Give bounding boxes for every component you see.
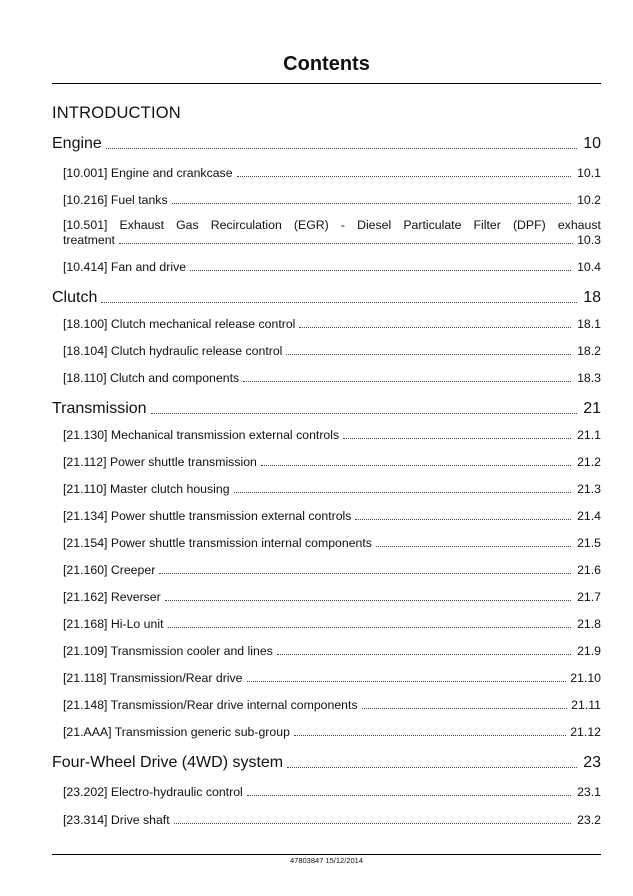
label-word: [10.501] <box>63 218 108 232</box>
toc-section-23-202[interactable] <box>63 783 601 799</box>
chapter-label: Transmission <box>52 400 147 417</box>
section-page: 18.1 <box>577 317 601 331</box>
section-label: [18.100] Clutch mechanical release control <box>63 317 296 331</box>
section-label-line2 <box>63 233 601 247</box>
section-label: [21.110] Master clutch housing <box>63 482 230 496</box>
label-word: - <box>340 218 345 232</box>
label-word: exhaust <box>557 218 601 232</box>
toc-section-21-148[interactable] <box>63 696 601 712</box>
section-page: 21.3 <box>577 482 601 496</box>
dot-leader <box>243 381 571 382</box>
chapter-label: Engine <box>52 135 102 152</box>
section-page: 18.3 <box>577 371 601 385</box>
dot-leader <box>165 600 571 601</box>
chapter-page: 10 <box>583 135 601 152</box>
toc-chapter-4wd[interactable] <box>52 752 601 772</box>
dot-leader <box>287 767 577 768</box>
toc-section-10-414[interactable] <box>63 258 601 274</box>
section-label: [21.148] Transmission/Rear drive internal components <box>63 698 358 712</box>
toc-section-21-130[interactable] <box>63 426 601 442</box>
toc-section-18-110[interactable] <box>63 369 601 385</box>
dot-leader <box>151 413 577 414</box>
section-page: 21.5 <box>577 536 601 550</box>
footer-text: 47803847 15/12/2014 <box>290 856 363 865</box>
dot-leader <box>237 176 571 177</box>
toc-section-21-110[interactable] <box>63 480 601 496</box>
toc-section-21-160[interactable] <box>63 561 601 577</box>
section-page: 21.6 <box>577 563 601 577</box>
section-label-cont: treatment <box>63 233 115 247</box>
section-page: 21.9 <box>577 644 601 658</box>
section-label: [21.160] Creeper <box>63 563 156 577</box>
dot-leader <box>277 654 571 655</box>
section-label: [21.130] Mechanical transmission external controls <box>63 428 340 442</box>
section-label: [21.112] Power shuttle transmission <box>63 455 257 469</box>
label-word: (EGR) <box>293 218 329 232</box>
dot-leader <box>119 243 573 244</box>
toc-section-10-216[interactable] <box>63 191 601 207</box>
dot-leader <box>101 302 577 303</box>
toc-chapter-engine[interactable] <box>52 133 601 153</box>
dot-leader <box>376 546 571 547</box>
dot-leader <box>343 438 571 439</box>
section-label: [18.104] Clutch hydraulic release control <box>63 344 283 358</box>
dot-leader <box>159 573 571 574</box>
section-page: 21.8 <box>577 617 601 631</box>
section-label: [21.AAA] Transmission generic sub-group <box>63 725 290 739</box>
section-page: 23.2 <box>577 813 601 827</box>
section-page: 10.2 <box>577 193 601 207</box>
label-word: Recirculation <box>210 218 282 232</box>
section-label: [21.118] Transmission/Rear drive <box>63 671 243 685</box>
section-page: 21.10 <box>570 671 601 685</box>
label-word: Gas <box>176 218 199 232</box>
section-label: [21.109] Transmission cooler and lines <box>63 644 273 658</box>
chapter-page: 23 <box>583 754 601 771</box>
section-label: [21.168] Hi-Lo unit <box>63 617 164 631</box>
toc-section-18-104[interactable] <box>63 342 601 358</box>
chapter-label: Four-Wheel Drive (4WD) system <box>52 754 284 771</box>
label-word: Filter <box>473 218 501 232</box>
toc-section-21-162[interactable] <box>63 588 601 604</box>
dot-leader <box>174 823 571 824</box>
section-page: 10.3 <box>577 233 601 247</box>
page-title: Contents <box>283 53 370 75</box>
section-page: 21.4 <box>577 509 601 523</box>
dot-leader <box>362 708 568 709</box>
dot-leader <box>286 354 571 355</box>
label-word: Particulate <box>403 218 462 232</box>
section-page: 10.1 <box>577 166 601 180</box>
dot-leader <box>106 148 577 149</box>
section-label: [21.154] Power shuttle transmission internal components <box>63 536 372 550</box>
section-page: 10.4 <box>577 260 601 274</box>
dot-leader <box>168 627 572 628</box>
section-page: 21.7 <box>577 590 601 604</box>
toc-section-10-501[interactable] <box>63 218 601 247</box>
toc-section-21-109[interactable] <box>63 642 601 658</box>
toc-section-21-aaa[interactable] <box>63 723 601 739</box>
section-label-line1 <box>63 218 601 233</box>
section-page: 18.2 <box>577 344 601 358</box>
dot-leader <box>294 735 566 736</box>
toc-section-21-134[interactable] <box>63 507 601 523</box>
chapter-page: 21 <box>583 400 601 417</box>
dot-leader <box>355 519 571 520</box>
section-label: [21.162] Reverser <box>63 590 161 604</box>
section-page: 21.2 <box>577 455 601 469</box>
footer-rule <box>52 854 601 855</box>
toc-chapter-clutch[interactable] <box>52 287 601 307</box>
intro-heading: INTRODUCTION <box>52 104 181 122</box>
dot-leader <box>247 795 571 796</box>
section-label: [21.134] Power shuttle transmission external controls <box>63 509 352 523</box>
dot-leader <box>247 681 567 682</box>
section-label: [10.216] Fuel tanks <box>63 193 168 207</box>
chapter-label: Clutch <box>52 289 98 306</box>
dot-leader <box>172 203 571 204</box>
section-page: 21.12 <box>570 725 601 739</box>
toc-section-23-314[interactable] <box>63 811 601 827</box>
section-label: [23.202] Electro-hydraulic control <box>63 785 243 799</box>
section-label: [10.414] Fan and drive <box>63 260 187 274</box>
toc-chapter-transmission[interactable] <box>52 398 601 418</box>
dot-leader <box>299 327 571 328</box>
dot-leader <box>190 270 571 271</box>
toc-section-21-112[interactable] <box>63 453 601 469</box>
dot-leader <box>261 465 571 466</box>
dot-leader <box>234 492 571 493</box>
chapter-page: 18 <box>583 289 601 306</box>
toc-section-10-001[interactable] <box>63 164 601 180</box>
label-word: (DPF) <box>512 218 546 232</box>
section-page: 21.11 <box>571 698 601 712</box>
section-label: [23.314] Drive shaft <box>63 813 170 827</box>
label-word: Exhaust <box>119 218 164 232</box>
section-label: [10.001] Engine and crankcase <box>63 166 233 180</box>
toc-section-21-154[interactable] <box>63 534 601 550</box>
toc-section-21-118[interactable] <box>63 669 601 685</box>
label-word: Diesel <box>357 218 392 232</box>
section-label: [18.110] Clutch and components <box>63 371 240 385</box>
toc-section-21-168[interactable] <box>63 615 601 631</box>
toc-section-18-100[interactable] <box>63 315 601 331</box>
section-page: 23.1 <box>577 785 601 799</box>
header-rule <box>52 83 601 84</box>
section-page: 21.1 <box>577 428 601 442</box>
